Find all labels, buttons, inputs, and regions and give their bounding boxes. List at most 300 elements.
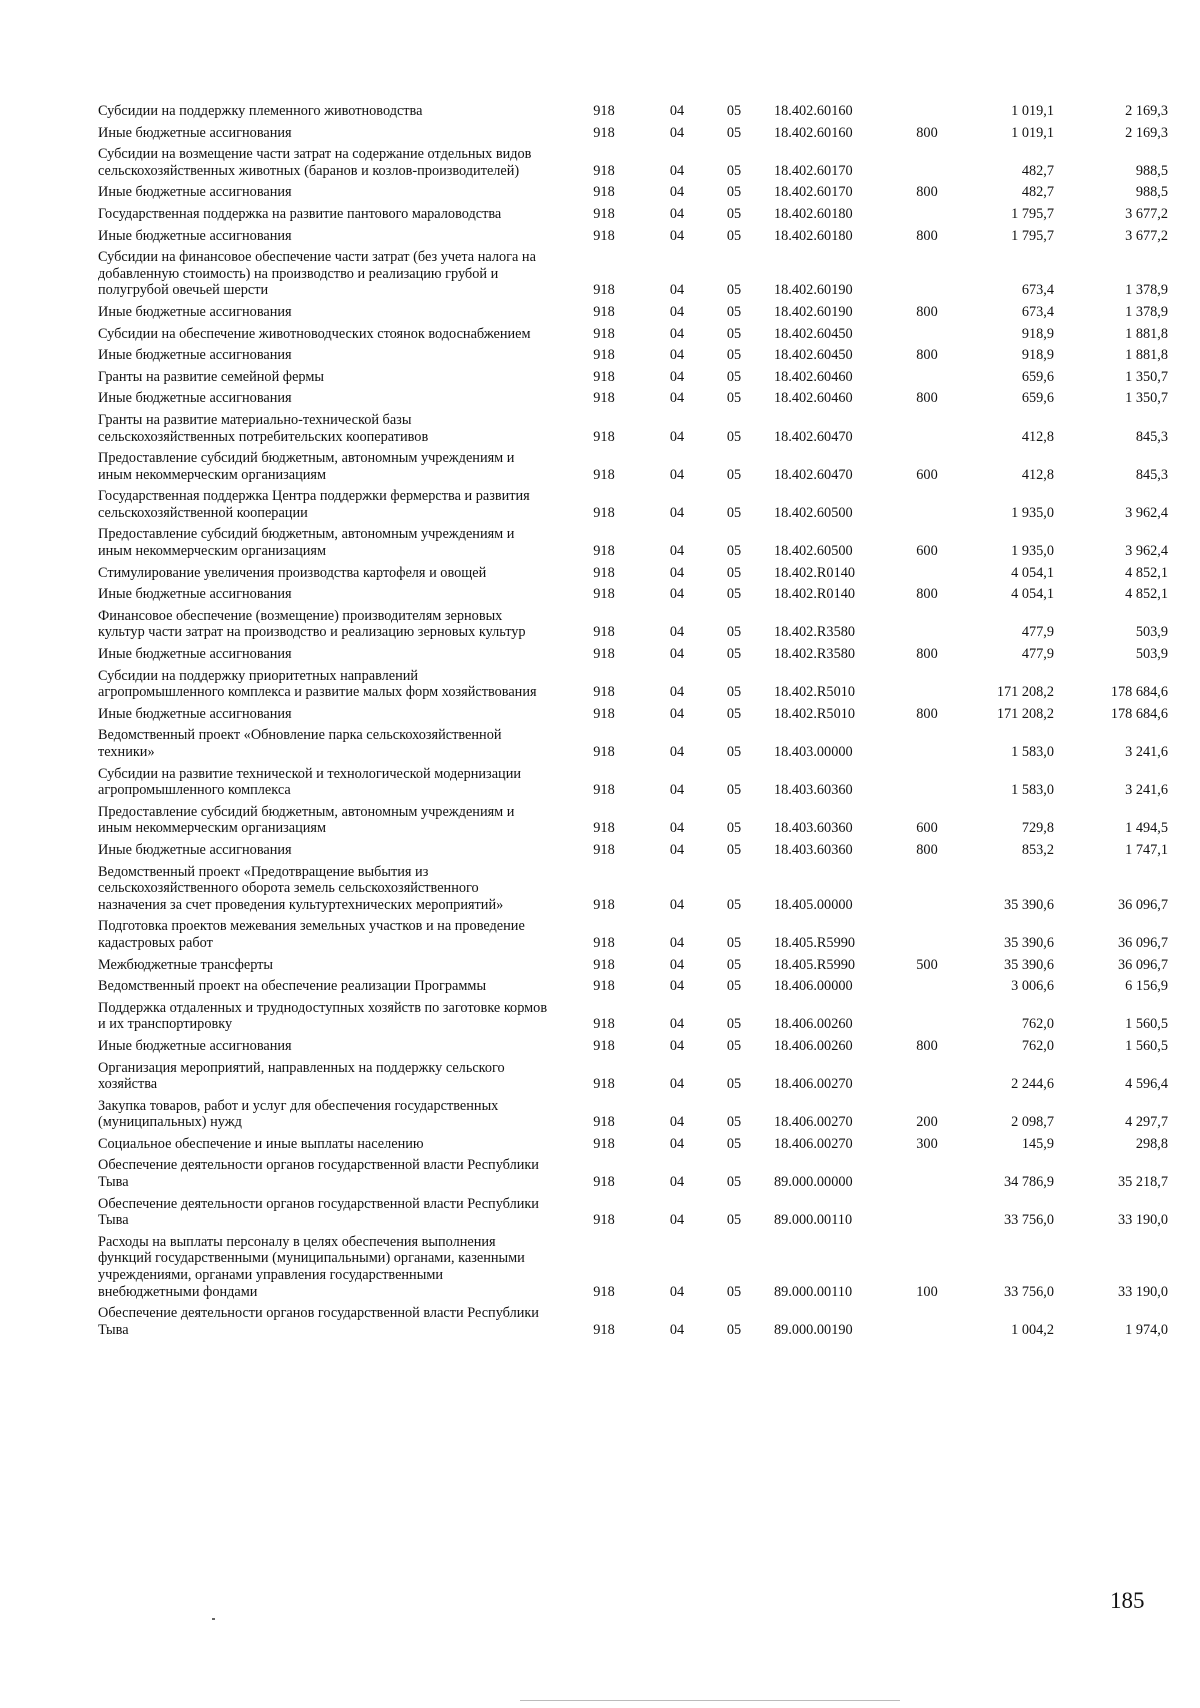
expense-type: 800 [916, 705, 938, 722]
row-name: Ведомственный проект на обеспечение реализации Программы [98, 978, 487, 995]
scan-speck [212, 1618, 215, 1620]
amount-year-2: 1 881,8 [1125, 347, 1168, 364]
section-code: 918 [593, 303, 615, 320]
subsection-code-2: 05 [726, 162, 742, 179]
row-name: Ведомственный проект «Предотвращение выбытия из сельскохозяйственного оборота земель сельскохозяйственного назначения за счет проведения культуртехнических мероприятий» [98, 863, 504, 913]
expense-type [904, 1191, 950, 1229]
subsection-code-2: 05 [726, 956, 742, 973]
amount-year-1: 171 208,2 [996, 684, 1054, 701]
target-article: 18.402.60180 [774, 227, 853, 244]
amount-year-1: 1 583,0 [1011, 782, 1054, 799]
amount-year-1: 673,4 [1021, 282, 1054, 299]
section-code: 918 [593, 1212, 615, 1229]
subsection-code: 04 [669, 1135, 685, 1152]
amount-year-1: 1 583,0 [1011, 744, 1054, 760]
section-code: 918 [593, 428, 615, 445]
row-name: Государственная поддержка Центра поддержки фермерства и развития сельскохозяйственной кооперации [98, 488, 530, 521]
expense-type: 500 [916, 956, 938, 973]
subsection-code: 04 [669, 841, 685, 858]
subsection-code-2: 05 [726, 646, 742, 663]
subsection-code: 04 [669, 282, 685, 299]
amount-year-1: 171 208,2 [996, 705, 1054, 722]
target-article: 18.402.60470 [774, 428, 853, 445]
amount-year-2: 4 852,1 [1125, 586, 1168, 603]
section-code: 918 [593, 227, 615, 244]
row-name: Обеспечение деятельности органов государственной власти Республики Тыва [98, 1157, 539, 1191]
target-article: 18.402.60190 [774, 303, 853, 320]
row-name: Субсидии на поддержку племенного животноводства [98, 103, 423, 119]
section-code: 918 [593, 624, 615, 641]
amount-year-1: 33 756,0 [1003, 1212, 1054, 1229]
expense-type [904, 1152, 950, 1190]
amount-year-2: 298,8 [1135, 1135, 1168, 1152]
amount-year-1: 4 054,1 [1011, 586, 1054, 603]
amount-year-2: 1 560,5 [1125, 1037, 1168, 1054]
target-article: 18.402.60160 [774, 103, 853, 119]
table-row [98, 952, 1168, 974]
subsection-code: 04 [669, 368, 685, 385]
expense-type: 800 [916, 184, 938, 201]
amount-year-2: 3 677,2 [1125, 205, 1168, 222]
amount-year-1: 482,7 [1021, 162, 1054, 179]
expense-type [904, 973, 950, 995]
subsection-code-2: 05 [726, 1135, 742, 1152]
subsection-code: 04 [669, 347, 685, 364]
subsection-code-2: 05 [726, 227, 742, 244]
row-name: Стимулирование увеличения производства картофеля и овощей [98, 564, 487, 581]
amount-year-2: 33 190,0 [1117, 1283, 1168, 1300]
amount-year-1: 412,8 [1021, 428, 1054, 445]
row-name: Предоставление субсидий бюджетным, автономным учреждениям и иным некоммерческим организациям [98, 526, 515, 560]
row-name: Поддержка отдаленных и труднодоступных хозяйств по заготовке кормов и их транспортировку [98, 999, 548, 1033]
amount-year-2: 1 378,9 [1125, 282, 1168, 299]
table-row [98, 1055, 1168, 1093]
target-article: 18.405.00000 [774, 896, 853, 913]
table-row [98, 663, 1168, 701]
table-row [98, 1033, 1168, 1055]
amount-year-2: 6 156,9 [1125, 978, 1168, 995]
target-article: 18.402.60170 [774, 162, 853, 179]
table-row [98, 342, 1168, 364]
expense-type [904, 560, 950, 582]
amount-year-2: 36 096,7 [1117, 896, 1168, 913]
budget-table [98, 98, 1168, 1338]
target-article: 18.406.00270 [774, 1076, 853, 1093]
subsection-code: 04 [669, 978, 685, 995]
table-row [98, 364, 1168, 386]
subsection-code: 04 [669, 227, 685, 244]
table-row [98, 385, 1168, 407]
amount-year-2: 1 747,1 [1125, 841, 1168, 858]
table-row [98, 299, 1168, 321]
table-row [98, 701, 1168, 723]
subsection-code: 04 [669, 1212, 685, 1229]
subsection-code: 04 [669, 543, 685, 560]
section-code: 918 [593, 184, 615, 201]
section-code: 918 [593, 325, 615, 342]
table-row [98, 1131, 1168, 1153]
subsection-code: 04 [669, 1283, 685, 1300]
amount-year-2: 178 684,6 [1110, 684, 1168, 701]
expense-type [904, 321, 950, 343]
subsection-code-2: 05 [726, 744, 742, 760]
row-name: Субсидии на развитие технической и технологической модернизации агропромышленного комплекса [98, 765, 522, 799]
target-article: 18.402.R5010 [774, 705, 856, 722]
row-name: Субсидии на возмещение части затрат на содержание отдельных видов сельскохозяйственных животных (баранов и козлов-производителей) [98, 146, 532, 179]
section-code: 918 [593, 1037, 615, 1054]
expense-type [904, 364, 950, 386]
amount-year-1: 659,6 [1021, 368, 1054, 385]
expense-type: 800 [916, 586, 938, 603]
subsection-code: 04 [669, 586, 685, 603]
row-name: Предоставление субсидий бюджетным, автономным учреждениям и иным некоммерческим организациям [98, 803, 515, 837]
subsection-code-2: 05 [726, 820, 742, 837]
table-row [98, 201, 1168, 223]
expense-type [904, 761, 950, 799]
amount-year-1: 477,9 [1021, 624, 1054, 641]
target-article: 18.402.60500 [774, 504, 853, 521]
amount-year-1: 762,0 [1021, 1037, 1054, 1054]
table-row [98, 973, 1168, 995]
amount-year-1: 3 006,6 [1011, 978, 1054, 995]
expense-type: 800 [916, 124, 938, 141]
table-row [98, 859, 1168, 914]
amount-year-2: 1 974,0 [1125, 1321, 1168, 1338]
expense-type: 200 [916, 1114, 938, 1131]
table-row [98, 761, 1168, 799]
subsection-code-2: 05 [726, 504, 742, 521]
table-row [98, 1300, 1168, 1338]
expense-type: 800 [916, 390, 938, 407]
table-row [98, 1229, 1168, 1300]
amount-year-1: 853,2 [1021, 841, 1054, 858]
section-code: 918 [593, 543, 615, 560]
expense-type: 800 [916, 303, 938, 320]
subsection-code: 04 [669, 205, 685, 222]
section-code: 918 [593, 466, 615, 483]
expense-type [904, 995, 950, 1033]
table-row [98, 837, 1168, 859]
section-code: 918 [593, 934, 615, 951]
row-name: Финансовое обеспечение (возмещение) производителям зерновых культур части затрат на производство и реализацию зерновых культур [98, 607, 526, 641]
target-article: 18.402.60170 [774, 184, 853, 201]
amount-year-1: 1 795,7 [1011, 205, 1054, 222]
amount-year-1: 1 795,7 [1011, 227, 1054, 244]
expense-type [904, 722, 950, 760]
subsection-code-2: 05 [726, 586, 742, 603]
subsection-code: 04 [669, 820, 685, 837]
subsection-code: 04 [669, 103, 685, 119]
amount-year-2: 988,5 [1135, 162, 1168, 179]
table-row [98, 141, 1168, 179]
section-code: 918 [593, 705, 615, 722]
subsection-code: 04 [669, 504, 685, 521]
amount-year-2: 1 378,9 [1125, 303, 1168, 320]
table-row [98, 995, 1168, 1033]
target-article: 18.405.R5990 [774, 934, 856, 951]
amount-year-2: 3 962,4 [1125, 543, 1168, 560]
row-name: Иные бюджетные ассигнования [98, 227, 292, 244]
expense-type: 600 [916, 820, 938, 837]
subsection-code-2: 05 [726, 466, 742, 483]
amount-year-1: 412,8 [1021, 466, 1054, 483]
subsection-code-2: 05 [726, 782, 742, 799]
row-name: Государственная поддержка на развитие пантового мараловодства [98, 205, 502, 222]
section-code: 918 [593, 1321, 615, 1338]
section-code: 918 [593, 205, 615, 222]
subsection-code-2: 05 [726, 1212, 742, 1229]
expense-type: 800 [916, 227, 938, 244]
section-code: 918 [593, 1016, 615, 1033]
section-code: 918 [593, 103, 615, 119]
row-name: Иные бюджетные ассигнования [98, 303, 292, 320]
table-row [98, 321, 1168, 343]
section-code: 918 [593, 744, 615, 760]
subsection-code: 04 [669, 782, 685, 799]
amount-year-2: 845,3 [1135, 428, 1168, 445]
section-code: 918 [593, 1174, 615, 1191]
target-article: 18.402.R0140 [774, 586, 856, 603]
row-name: Ведомственный проект «Обновление парка сельскохозяйственной техники» [98, 727, 502, 760]
table-row [98, 483, 1168, 521]
row-name: Субсидии на обеспечение животноводческих стоянок водоснабжением [98, 325, 531, 342]
amount-year-1: 33 756,0 [1003, 1283, 1054, 1300]
section-code: 918 [593, 390, 615, 407]
amount-year-2: 3 677,2 [1125, 227, 1168, 244]
subsection-code: 04 [669, 1174, 685, 1191]
subsection-code: 04 [669, 1114, 685, 1131]
table-row [98, 244, 1168, 299]
target-article: 18.405.R5990 [774, 956, 856, 973]
section-code: 918 [593, 1114, 615, 1131]
amount-year-1: 35 390,6 [1003, 896, 1054, 913]
table-row [98, 722, 1168, 760]
subsection-code-2: 05 [726, 564, 742, 581]
amount-year-2: 1 560,5 [1125, 1016, 1168, 1033]
subsection-code-2: 05 [726, 428, 742, 445]
amount-year-1: 1 019,1 [1011, 103, 1054, 119]
page-number: 185 [1110, 1588, 1145, 1613]
expense-type [904, 1055, 950, 1093]
amount-year-2: 3 241,6 [1125, 782, 1168, 799]
expense-type [904, 141, 950, 179]
row-name: Иные бюджетные ассигнования [98, 390, 292, 407]
subsection-code: 04 [669, 162, 685, 179]
amount-year-2: 33 190,0 [1117, 1212, 1168, 1229]
subsection-code: 04 [669, 124, 685, 141]
table-row [98, 913, 1168, 951]
subsection-code-2: 05 [726, 184, 742, 201]
amount-year-1: 1 935,0 [1011, 504, 1054, 521]
row-name: Иные бюджетные ассигнования [98, 705, 292, 722]
subsection-code: 04 [669, 466, 685, 483]
row-name: Гранты на развитие материально-технической базы сельскохозяйственных потребительских кооперативов [98, 411, 429, 445]
subsection-code-2: 05 [726, 205, 742, 222]
table-row [98, 445, 1168, 483]
amount-year-1: 4 054,1 [1011, 564, 1054, 581]
section-code: 918 [593, 368, 615, 385]
subsection-code: 04 [669, 390, 685, 407]
target-article: 18.406.00270 [774, 1114, 853, 1131]
target-article: 18.402.60190 [774, 282, 853, 299]
amount-year-1: 34 786,9 [1003, 1174, 1054, 1191]
subsection-code-2: 05 [726, 325, 742, 342]
subsection-code-2: 05 [726, 1076, 742, 1093]
target-article: 18.402.R0140 [774, 564, 856, 581]
subsection-code: 04 [669, 684, 685, 701]
subsection-code: 04 [669, 1076, 685, 1093]
row-name: Закупка товаров, работ и услуг для обеспечения государственных (муниципальных) нужд [98, 1097, 499, 1131]
row-name: Иные бюджетные ассигнования [98, 586, 292, 603]
subsection-code: 04 [669, 646, 685, 663]
amount-year-1: 477,9 [1021, 646, 1054, 663]
amount-year-1: 2 098,7 [1011, 1114, 1054, 1131]
table-row [98, 223, 1168, 245]
table-row [98, 1093, 1168, 1131]
target-article: 18.402.R5010 [774, 684, 856, 701]
table-body [98, 98, 1168, 1338]
amount-year-2: 36 096,7 [1117, 934, 1168, 951]
subsection-code-2: 05 [726, 347, 742, 364]
target-article: 18.403.60360 [774, 782, 853, 799]
subsection-code-2: 05 [726, 705, 742, 722]
row-name: Межбюджетные трансферты [98, 956, 274, 973]
amount-year-1: 2 244,6 [1011, 1076, 1054, 1093]
subsection-code-2: 05 [726, 543, 742, 560]
amount-year-1: 1 935,0 [1011, 543, 1054, 560]
subsection-code: 04 [669, 744, 685, 760]
section-code: 918 [593, 978, 615, 995]
subsection-code: 04 [669, 428, 685, 445]
target-article: 18.406.00270 [774, 1135, 853, 1152]
amount-year-1: 729,8 [1021, 820, 1054, 837]
amount-year-2: 4 852,1 [1125, 564, 1168, 581]
amount-year-2: 503,9 [1135, 646, 1168, 663]
section-code: 918 [593, 1283, 615, 1300]
subsection-code-2: 05 [726, 368, 742, 385]
row-name: Иные бюджетные ассигнования [98, 646, 292, 663]
section-code: 918 [593, 282, 615, 299]
table-row [98, 1152, 1168, 1190]
table-row [98, 521, 1168, 559]
amount-year-1: 35 390,6 [1003, 934, 1054, 951]
amount-year-1: 145,9 [1021, 1135, 1054, 1152]
expense-type: 100 [916, 1283, 938, 1300]
target-article: 18.402.60450 [774, 347, 853, 364]
subsection-code-2: 05 [726, 282, 742, 299]
target-article: 18.406.00260 [774, 1037, 853, 1054]
subsection-code: 04 [669, 564, 685, 581]
amount-year-2: 503,9 [1135, 624, 1168, 641]
expense-type: 800 [916, 1037, 938, 1054]
amount-year-2: 1 350,7 [1125, 368, 1168, 385]
expense-type [904, 859, 950, 914]
amount-year-2: 988,5 [1135, 184, 1168, 201]
target-article: 18.402.60460 [774, 390, 853, 407]
target-article: 18.403.60360 [774, 820, 853, 837]
subsection-code-2: 05 [726, 624, 742, 641]
subsection-code-2: 05 [726, 1321, 742, 1338]
subsection-code: 04 [669, 934, 685, 951]
amount-year-1: 659,6 [1021, 390, 1054, 407]
section-code: 918 [593, 841, 615, 858]
section-code: 918 [593, 646, 615, 663]
subsection-code-2: 05 [726, 978, 742, 995]
amount-year-1: 35 390,6 [1003, 956, 1054, 973]
row-name: Обеспечение деятельности органов государственной власти Республики Тыва [98, 1305, 539, 1338]
subsection-code-2: 05 [726, 1037, 742, 1054]
scan-edge-line [520, 1700, 900, 1701]
amount-year-2: 845,3 [1135, 466, 1168, 483]
section-code: 918 [593, 504, 615, 521]
amount-year-1: 1 019,1 [1011, 124, 1054, 141]
row-name: Социальное обеспечение и иные выплаты населению [98, 1135, 424, 1152]
row-name: Расходы на выплаты персоналу в целях обеспечения выполнения функций государственными (муниципальными) органами, казенными учреждениями, органами управления государственными внебюджетными фондами [98, 1233, 525, 1300]
target-article: 89.000.00110 [774, 1283, 853, 1300]
section-code: 918 [593, 124, 615, 141]
amount-year-2: 178 684,6 [1110, 705, 1168, 722]
subsection-code-2: 05 [726, 1016, 742, 1033]
subsection-code: 04 [669, 303, 685, 320]
amount-year-2: 1 494,5 [1125, 820, 1168, 837]
target-article: 18.402.60460 [774, 368, 853, 385]
amount-year-2: 2 169,3 [1125, 124, 1168, 141]
subsection-code: 04 [669, 325, 685, 342]
table-row [98, 1191, 1168, 1229]
row-name: Субсидии на финансовое обеспечение части затрат (без учета налога на добавленную стоимость) на производство и реализацию грубой и полугрубой овечьей шерсти [98, 249, 536, 299]
expense-type [904, 603, 950, 641]
target-article: 18.402.R3580 [774, 646, 856, 663]
subsection-code: 04 [669, 1321, 685, 1338]
row-name: Обеспечение деятельности органов государственной власти Республики Тыва [98, 1195, 539, 1229]
subsection-code-2: 05 [726, 841, 742, 858]
target-article: 18.402.60450 [774, 325, 853, 342]
row-name: Подготовка проектов межевания земельных участков и на проведение кадастровых работ [98, 918, 525, 951]
section-code: 918 [593, 564, 615, 581]
row-name: Иные бюджетные ассигнования [98, 184, 292, 201]
target-article: 18.406.00260 [774, 1016, 853, 1033]
target-article: 18.402.60160 [774, 124, 853, 141]
amount-year-2: 2 169,3 [1125, 103, 1168, 119]
amount-year-2: 1 350,7 [1125, 390, 1168, 407]
expense-type [904, 663, 950, 701]
subsection-code: 04 [669, 705, 685, 722]
row-name: Предоставление субсидий бюджетным, автономным учреждениям и иным некоммерческим организациям [98, 450, 515, 483]
row-name: Иные бюджетные ассигнования [98, 124, 292, 141]
table-row [98, 120, 1168, 142]
section-code: 918 [593, 684, 615, 701]
table-row [98, 799, 1168, 837]
subsection-code-2: 05 [726, 1174, 742, 1191]
target-article: 18.403.60360 [774, 841, 853, 858]
subsection-code: 04 [669, 1037, 685, 1054]
section-code: 918 [593, 1135, 615, 1152]
amount-year-2: 3 241,6 [1125, 744, 1168, 760]
expense-type [904, 1300, 950, 1338]
subsection-code-2: 05 [726, 103, 742, 119]
subsection-code-2: 05 [726, 303, 742, 320]
target-article: 18.403.00000 [774, 744, 853, 760]
row-name: Иные бюджетные ассигнования [98, 347, 292, 364]
expense-type: 600 [916, 543, 938, 560]
subsection-code: 04 [669, 956, 685, 973]
table-row [98, 581, 1168, 603]
subsection-code-2: 05 [726, 1283, 742, 1300]
subsection-code-2: 05 [726, 1114, 742, 1131]
section-code: 918 [593, 782, 615, 799]
subsection-code-2: 05 [726, 934, 742, 951]
target-article: 89.000.00190 [774, 1321, 853, 1338]
